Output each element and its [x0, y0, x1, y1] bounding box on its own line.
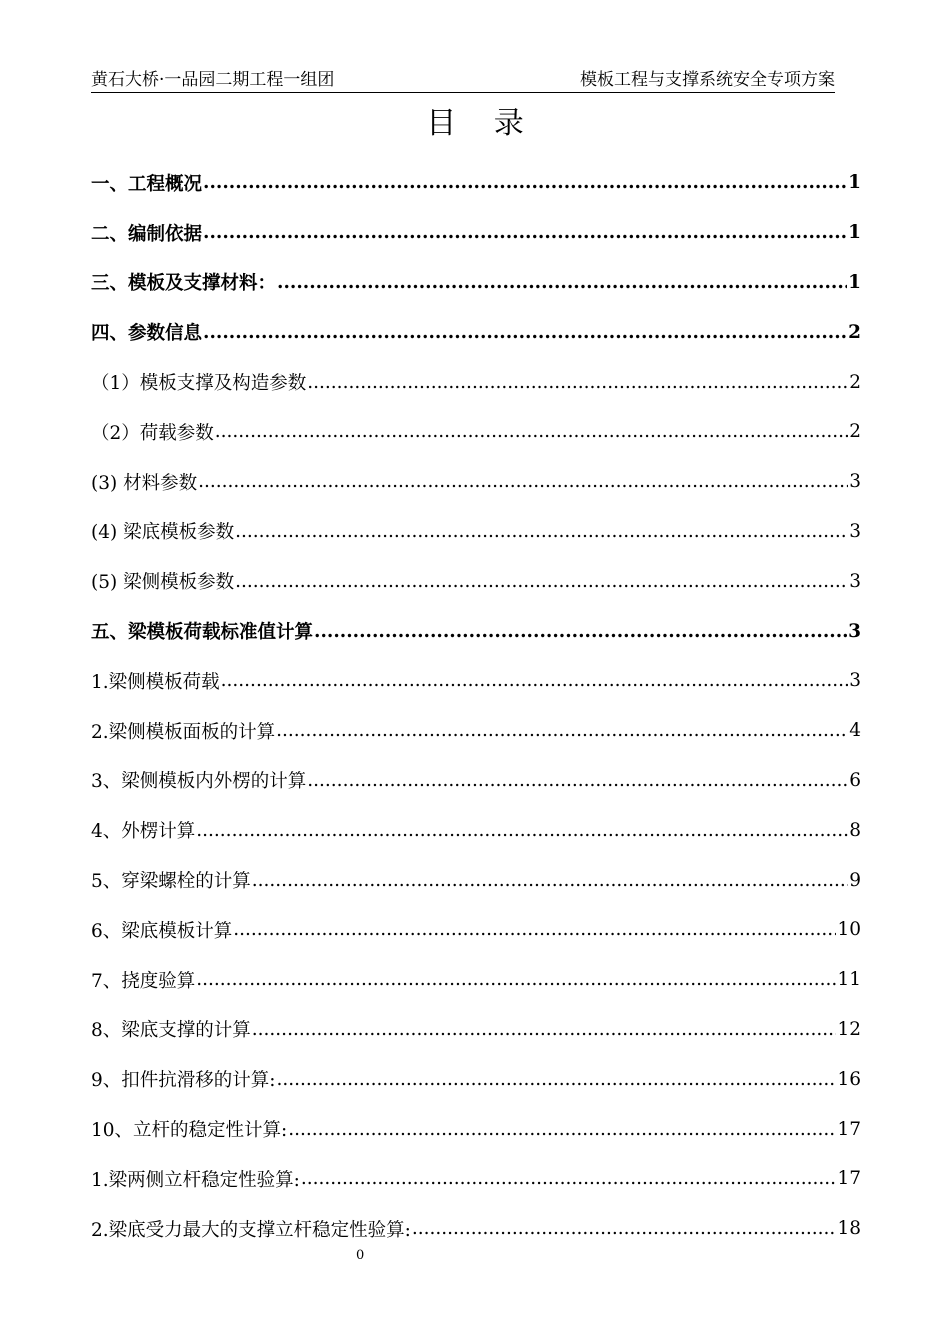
toc-dot-leader	[198, 471, 848, 492]
toc-title: 目 录	[426, 106, 538, 141]
toc-dot-leader	[233, 919, 836, 940]
page-header	[91, 70, 835, 93]
toc-entry-label: 3、梁侧模板内外楞的计算	[91, 771, 307, 793]
toc-dot-leader	[215, 421, 848, 442]
toc-entry-label: 1.梁侧模板荷载	[91, 671, 220, 693]
toc-entry-label: 三、模板及支撑材料：	[91, 273, 277, 295]
toc-entry-page-number: 12	[837, 1018, 861, 1040]
toc-entry-page-number: 3	[849, 471, 861, 493]
toc-dot-leader	[277, 272, 847, 293]
toc-entry-label: 9、扣件抗滑移的计算:	[91, 1070, 276, 1092]
toc-entry-label: 2.梁底受力最大的支撑立杆稳定性验算:	[91, 1219, 411, 1241]
toc-entry-label: 10、立杆的稳定性计算:	[91, 1120, 288, 1142]
toc-entry-label: 4、外楞计算	[91, 821, 196, 843]
toc-entry-page-number: 1	[848, 271, 861, 293]
toc-entry[interactable]	[91, 258, 861, 308]
toc-entry-page-number: 11	[837, 969, 861, 991]
toc-dot-leader	[277, 1069, 837, 1090]
toc-dot-leader	[314, 621, 847, 642]
toc-entry[interactable]	[91, 905, 861, 955]
toc-entry-page-number: 3	[848, 620, 861, 642]
toc-entry-label: 6、梁底模板计算	[91, 920, 233, 942]
toc-entry[interactable]	[91, 158, 861, 208]
toc-entry-page-number: 2	[848, 321, 861, 343]
toc-entry-page-number: 3	[849, 670, 861, 692]
toc-entry-page-number: 8	[849, 819, 861, 841]
toc-entry[interactable]	[91, 208, 861, 258]
toc-dot-leader	[252, 1019, 837, 1040]
toc-entry-label: (3) 材料参数	[91, 472, 198, 494]
toc-entry[interactable]	[91, 756, 861, 806]
toc-dot-leader	[252, 870, 848, 891]
toc-entry[interactable]	[91, 1104, 861, 1154]
toc-dot-leader	[196, 969, 836, 990]
toc-entry[interactable]	[91, 955, 861, 1005]
toc-entry[interactable]	[91, 507, 861, 557]
toc-dot-leader	[288, 1119, 836, 1140]
toc-entry-label: 7、挠度验算	[91, 970, 196, 992]
toc-entry[interactable]	[91, 556, 861, 606]
header-document-title: 模板工程与支撑系统安全专项方案	[580, 70, 835, 90]
toc-entry-page-number: 6	[849, 769, 861, 791]
toc-entry-label: （2）荷载参数	[91, 422, 214, 444]
toc-dot-leader	[203, 172, 847, 193]
toc-entry-page-number: 17	[837, 1168, 861, 1190]
toc-dot-leader	[412, 1218, 837, 1239]
toc-dot-leader	[203, 322, 847, 343]
toc-dot-leader	[203, 222, 847, 243]
toc-entry-page-number: 2	[849, 421, 861, 443]
header-project-name: 黄石大桥·一品园二期工程一组团	[91, 70, 335, 90]
table-of-contents	[91, 158, 861, 1254]
toc-entry-label: (5) 梁侧模板参数	[91, 572, 235, 594]
toc-entry-page-number: 1	[848, 172, 861, 194]
toc-dot-leader	[235, 521, 848, 542]
toc-entry-page-number: 10	[837, 919, 861, 941]
toc-entry-page-number: 4	[849, 720, 861, 742]
toc-entry-label: （1）模板支撑及构造参数	[91, 373, 307, 395]
toc-entry-page-number: 9	[849, 869, 861, 891]
toc-entry[interactable]	[91, 606, 861, 656]
toc-entry-page-number: 3	[849, 520, 861, 542]
toc-entry-label: 5、穿梁螺栓的计算	[91, 871, 251, 893]
toc-dot-leader	[196, 820, 848, 841]
toc-entry[interactable]	[91, 1054, 861, 1104]
toc-dot-leader	[276, 720, 848, 741]
toc-entry-label: 一、工程概况	[91, 173, 203, 195]
toc-dot-leader	[301, 1168, 837, 1189]
toc-entry[interactable]	[91, 1005, 861, 1055]
toc-entry-page-number: 2	[849, 371, 861, 393]
footer-page-number: 0	[356, 1248, 365, 1263]
toc-dot-leader	[307, 770, 848, 791]
toc-entry[interactable]	[91, 706, 861, 756]
toc-entry[interactable]	[91, 307, 861, 357]
toc-entry[interactable]	[91, 457, 861, 507]
toc-entry-page-number: 18	[837, 1218, 861, 1240]
toc-entry-page-number: 17	[837, 1118, 861, 1140]
toc-entry[interactable]	[91, 1154, 861, 1204]
toc-entry-label: 1.梁两侧立杆稳定性验算:	[91, 1169, 300, 1191]
toc-entry[interactable]	[91, 805, 861, 855]
toc-entry-label: 五、梁模板荷载标准值计算	[91, 622, 314, 644]
toc-entry-label: 8、梁底支撑的计算	[91, 1020, 251, 1042]
toc-entry[interactable]	[91, 407, 861, 457]
toc-entry-label: 二、编制依据	[91, 223, 203, 245]
toc-entry-page-number: 3	[849, 570, 861, 592]
toc-dot-leader	[307, 372, 848, 393]
toc-entry[interactable]	[91, 357, 861, 407]
toc-entry[interactable]	[91, 855, 861, 905]
toc-entry-label: (4) 梁底模板参数	[91, 522, 235, 544]
toc-entry-label: 四、参数信息	[91, 323, 203, 345]
toc-dot-leader	[235, 571, 848, 592]
toc-dot-leader	[221, 670, 849, 691]
toc-entry[interactable]	[91, 656, 861, 706]
toc-entry-page-number: 16	[837, 1068, 861, 1090]
toc-entry[interactable]	[91, 1204, 861, 1254]
toc-entry-label: 2.梁侧模板面板的计算	[91, 721, 276, 743]
toc-entry-page-number: 1	[848, 222, 861, 244]
